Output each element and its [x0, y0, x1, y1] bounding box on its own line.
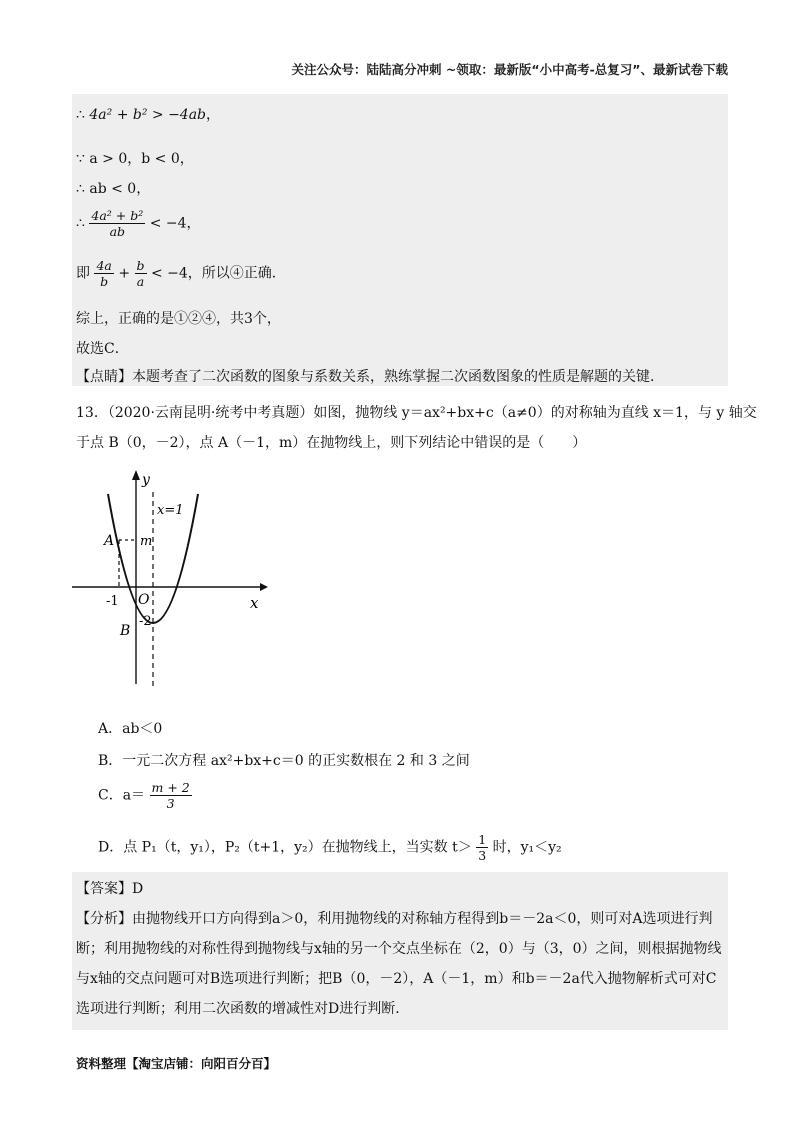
m-label: m — [140, 534, 153, 549]
option-a: A．ab＜0 — [98, 721, 163, 737]
x-axis-label: x — [250, 594, 259, 612]
comment-line: 【点睛】本题考查了二次函数的图象与系数关系，熟练掌握二次函数图象的性质是解题的关键． — [76, 369, 664, 385]
symmetry-axis-label: x=1 — [157, 503, 184, 518]
fraction: $\frac{\text{4a² + b²}}{ab}$ — [91, 208, 144, 239]
solution-line-6: 综上，正确的是①②④，共3个， — [76, 311, 281, 327]
solution-line-5: 即 $\frac{4a}{b}$ + $\frac{b}{a}$ < −4，所以④正确． — [76, 258, 286, 289]
neg2-label: -2 — [139, 614, 152, 629]
fraction: $\frac{1}{3}$ — [478, 832, 487, 863]
origin-label: O — [138, 592, 150, 608]
option-c: C．a＝ $\frac{m + 2}{3}$ — [98, 780, 190, 811]
solution-line-1: ∴ 4a² + b² > −4ab， — [76, 107, 221, 123]
analysis-paragraph: 【分析】由抛物线开口方向得到a＞0，利用抛物线的对称轴方程得到b＝－2a＜0，则可对A选项进行判断；利用抛物线的对称性得到抛物线与x轴的另一个交点坐标在（2，0）与（3，0）之间，则根据抛物线与x轴的交点问题可对B选项进行判断；把B（0，－2），A（－1，m）和b＝－2a代入抛物解析式可对C选项进行判断；利用二次函数的增减性对D进行判断． — [76, 911, 722, 1017]
solution-line-2: ∵ a > 0，b < 0， — [76, 151, 194, 167]
neg1-label: -1 — [106, 594, 119, 609]
question-line-2: 于点 B（0，－2），点 A（－1，m）在抛物线上，则下列结论中错误的是（ ） — [76, 435, 587, 451]
parabola-figure — [60, 462, 280, 692]
y-axis-label: y — [142, 472, 150, 488]
solution-line-3: ∴ ab < 0， — [76, 181, 151, 197]
fraction: $\frac{4a}{b}$ — [96, 258, 112, 289]
option-d: D．点 P₁（t，y₁），P₂（t+1，y₂）在抛物线上，当实数 t＞ $\frac{1}{3}$ 时，y₁＜y₂ — [98, 832, 562, 863]
fraction: $\frac{b}{a}$ — [136, 258, 145, 289]
inequality-expr: 4a² + b² > −4ab — [89, 107, 207, 123]
solution-block — [72, 94, 728, 386]
point-b-label: B — [120, 623, 131, 639]
point-a-label: A — [104, 533, 115, 549]
page-footer: 资料整理【淘宝店铺：向阳百分百】 — [76, 1056, 277, 1071]
option-b: B．一元二次方程 ax²+bx+c＝0 的正实数根在 2 和 3 之间 — [98, 753, 470, 769]
question-line-1: 13．（2020·云南昆明·统考中考真题）如图，抛物线 y＝ax²+bx+c（a≠0）的对称轴为直线 x＝1，与 y 轴交 — [76, 405, 757, 421]
solution-line-4: ∴ $\frac{\text{4a² + b²}}{ab}$ < −4， — [76, 208, 201, 239]
answer-label: 【答案】D — [76, 881, 144, 897]
page-header: 关注公众号：陆陆高分冲刺 ~领取：最新版“小中高考-总复习”、最新试卷下载 — [291, 62, 728, 77]
fraction: $\frac{m + 2}{3}$ — [151, 780, 190, 811]
solution-line-7: 故选C． — [76, 341, 129, 357]
